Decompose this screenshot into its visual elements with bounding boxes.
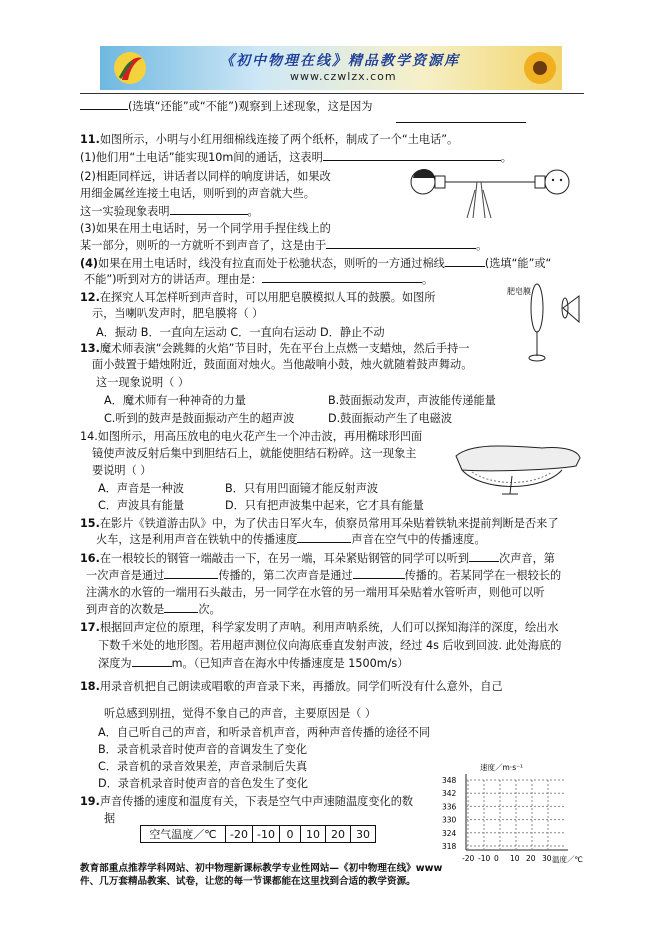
q14-option-c: C．声波具有能量 xyxy=(98,499,185,512)
q13-option-d: D.鼓面振动产生了电磁波 xyxy=(328,412,453,425)
answer-blank[interactable] xyxy=(469,551,499,562)
q14-stem-c: 要说明（ ） xyxy=(92,464,152,477)
answer-blank[interactable] xyxy=(297,532,351,543)
site-logo-icon xyxy=(112,50,148,86)
q11-part2b: 用细金属丝连接土电话，则听到的声音就大些。 xyxy=(80,187,315,200)
answer-blank[interactable] xyxy=(170,204,248,215)
q11-part2c: 这一实验现象表明 。 xyxy=(80,205,259,218)
q13-stem-c: 这一现象说明（ ） xyxy=(96,376,190,389)
q19-stem-b: 据 xyxy=(104,812,116,825)
q14-option-b: B．只有用凹面镜才能反射声波 xyxy=(225,482,379,495)
q17-stem-b: 下数千米处的地形图。若用超声测位仪向海底垂直发射声波，经过 4s 后收到回波. 此处海底的 xyxy=(98,639,562,652)
answer-blank[interactable] xyxy=(262,272,422,283)
graph-ytick-label: 330 xyxy=(442,815,457,825)
lithotripsy-figure xyxy=(452,436,584,496)
q16-stem-c: 注满水的水管的一端用石头敲击，另一同学在水管的另一端用耳朵贴着水管听声，则他可以听 xyxy=(86,586,545,599)
table-cell: 20 xyxy=(326,826,351,843)
header-url[interactable]: www.czwlzx.com xyxy=(290,70,397,83)
q16-stem-a: 16.在一根较长的钢管一端敲击一下，在另一端，耳朵紧贴钢管的同学可以听到 次声音，第 xyxy=(80,552,555,565)
q11-part1: (1)他们用“土电话”能实现10m间的通话，这表明 。 xyxy=(80,151,512,164)
table-header: 空气温度／℃ xyxy=(141,826,226,843)
q13-stem-b: 面小鼓置于蜡烛附近，鼓面面对烛火。当他敲响小鼓，烛火就随着鼓声舞动。 xyxy=(92,358,473,371)
answer-blank[interactable] xyxy=(132,656,172,667)
graph-yticks xyxy=(442,776,457,851)
sunflower-icon xyxy=(520,48,560,88)
graph-ytick-label: 348 xyxy=(442,776,457,785)
q13-option-b: B.鼓面振动发声，声波能传递能量 xyxy=(328,394,496,407)
q12-options: A．振动 B．一直向左运动 C．一直向右运动 D．静止不动 xyxy=(96,326,385,339)
graph-xtick-label: -20 xyxy=(462,854,475,863)
q10-tail-line: (选填“还能”或“不能”)观察到上述现象，这是因为 xyxy=(80,98,372,114)
speed-temperature-graph xyxy=(440,760,590,866)
q10-tail-blank[interactable] xyxy=(396,112,526,126)
graph-xtick-label: 10 xyxy=(510,854,520,863)
answer-blank[interactable] xyxy=(164,568,218,579)
graph-xtick-label: -10 xyxy=(478,854,491,863)
q11-part3a: (3)如果在用土电话时，另一个同学用手捏住线上的 xyxy=(80,222,331,235)
soap-film-speaker-figure xyxy=(505,278,587,362)
q12-stem-a: 12.在探究人耳怎样听到声音时，可以用肥皂膜模拟人耳的鼓膜。如图所 xyxy=(80,291,436,304)
table-cell: -10 xyxy=(253,826,280,843)
table-cell: 30 xyxy=(351,826,376,843)
answer-blank[interactable] xyxy=(445,256,485,267)
q14-stem-b: 镜使声波反射后集中到胆结石上，就能使胆结石粉碎。这一现象主 xyxy=(92,447,417,460)
table-cell: 10 xyxy=(301,826,326,843)
graph-xticks xyxy=(462,854,552,863)
q13-option-a: A．魔术师有一种神奇的力量 xyxy=(104,394,246,407)
q13-stem-a: 13.魔术师表演“会跳舞的火焰”节目时，先在平台上点燃一支蜡烛，然后手持一 xyxy=(80,342,470,355)
q14-option-d: D．只有把声波集中起来，它才具有能量 xyxy=(225,499,424,512)
graph-xlabel: 温度／℃ xyxy=(552,855,583,864)
q11-stem: 11.如图所示，小明与小红用细棉线连接了两个纸杯，制成了一个“土电话”。 xyxy=(80,133,459,146)
graph-xtick-label: 30 xyxy=(542,854,552,863)
answer-blank[interactable] xyxy=(80,99,128,110)
graph-grid xyxy=(466,780,566,850)
header-rule xyxy=(80,93,584,94)
q12-stem-b: 示，当喇叭发声时，肥皂膜将（ ） xyxy=(92,307,264,320)
graph-ytick-label: 318 xyxy=(442,842,457,851)
graph-ytick-label: 324 xyxy=(442,828,457,838)
tin-can-telephone-figure xyxy=(405,160,585,220)
answer-blank[interactable] xyxy=(353,568,405,579)
q11-part3b: 某一部分，则听的一方就听不到声音了，这是由于 。 xyxy=(80,239,488,252)
graph-xtick-label: 0 xyxy=(494,854,499,863)
q11-part2a: (2)相距同样远，讲话者以同样的响度讲话，如果改 xyxy=(80,170,331,183)
soap-film-label: 肥皂膜 xyxy=(507,287,531,296)
q18-stem-b: 听总感到别扭，觉得不象自己的声音，主要原因是（ ） xyxy=(104,707,377,720)
q17-stem-c: 深度为 m。（已知声音在海水中传播速度是 1500m/s） xyxy=(98,657,409,670)
q18-stem-a: 18.用录音机把自己朗读或唱歌的声音录下来，再播放。同学们听没有什么意外，自己 xyxy=(80,680,503,693)
table-cell: -20 xyxy=(226,826,253,843)
graph-ytick-label: 342 xyxy=(442,789,457,799)
q11-part4a: (4)如果在用土电话时，线没有拉直而处于松驰状态，则听的一方通过棉线 (选填“能”或“ xyxy=(80,257,552,270)
q18-option-c: C．录音机的录音效果差，声音录制后失真 xyxy=(98,760,308,773)
answer-blank[interactable] xyxy=(326,238,476,249)
q15-stem-a: 15.在影片《铁道游击队》中，为了伏击日军火车，侦察员常用耳朵贴着铁轨来提前判断是否来了 xyxy=(80,517,559,530)
q18-option-d: D．录音机录音时使声音的音色发生了变化 xyxy=(98,777,308,790)
header-banner xyxy=(100,46,562,90)
graph-ytick-label: 336 xyxy=(442,802,457,812)
footer-line-1: 教育部重点推荐学科网站、初中物理新课标教学专业性网站—《初中物理在线》www xyxy=(80,863,443,874)
graph-xtick-label: 20 xyxy=(526,854,536,863)
q16-stem-d: 到声音的次数是 次。 xyxy=(86,603,221,616)
footer-line-2: 件、几万套精品教案、试卷，让您的每一节课都能在这里找到合适的教学资源。 xyxy=(80,876,416,887)
q17-stem-a: 17.根据回声定位的原理，科学家发明了声呐。利用声呐系统，人们可以探知海洋的深度，绘出水 xyxy=(80,621,559,634)
q18-option-b: B．录音机录音时使声音的音调发生了变化 xyxy=(98,743,308,756)
q14-option-a: A．声音是一种波 xyxy=(98,482,184,495)
q15-stem-b: 火车，这是利用声音在铁轨中的传播速度 声音在空气中的传播速度。 xyxy=(96,533,486,546)
q19-stem-a: 19.声音传播的速度和温度有关，下表是空气中声速随温度变化的数 xyxy=(80,795,414,808)
q18-option-a: A．自己听自己的声音，和听录音机声音，两种声音传播的途径不同 xyxy=(98,726,431,739)
q14-stem-a: 14.如图所示，用高压放电的电火花产生一个冲击波，再用椭球形凹面 xyxy=(80,430,423,443)
q16-stem-b: 一次声音是通过 传播的，第二次声音是通过 传播的。若某同学在一根较长的 xyxy=(86,569,562,582)
graph-ylabel: 速度／m·s⁻¹ xyxy=(480,763,524,772)
q13-option-c: C.听到的鼓声是鼓面振动产生的超声波 xyxy=(104,412,295,425)
answer-blank[interactable] xyxy=(164,602,198,613)
temperature-table xyxy=(140,825,376,843)
header-title: 《初中物理在线》精品教学资源库 xyxy=(220,53,460,69)
table-cell: 0 xyxy=(280,826,301,843)
q11-part4b: 不能”)听到对方的讲话声。理由是： 。 xyxy=(84,273,434,286)
